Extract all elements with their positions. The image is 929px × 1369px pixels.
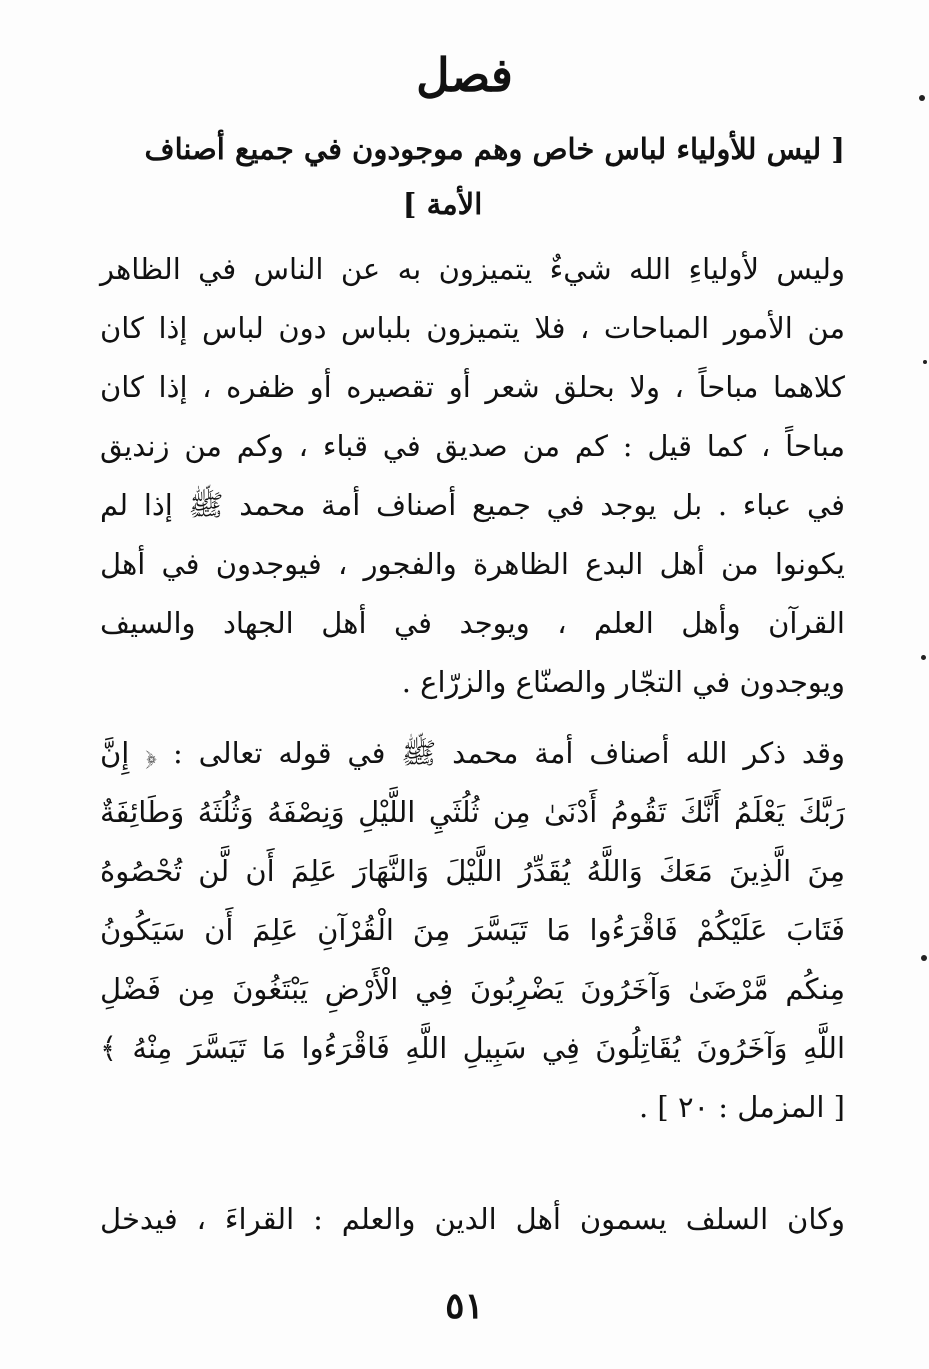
paragraph-1-line: مباحاً ، كما قيل : كم من صديق في قباء ، وكم من زنديق (100, 429, 845, 463)
section-subtitle (100, 122, 845, 232)
paragraph-2-line: مِنكُم مَّرْضَىٰ وَآخَرُونَ يَضْرِبُونَ فِي الْأَرْضِ يَبْتَغُونَ مِن فَضْلِ (100, 972, 845, 1006)
paragraph-2-quran-citation (100, 724, 845, 1137)
paragraph-2-line: [ المزمل : ٢٠ ] . (638, 1090, 845, 1124)
paragraph-1-line: يكونوا من أهل البدع الظاهرة والفجور ، فيوجدون في أهل (100, 547, 845, 581)
paragraph-2-line: مِنَ الَّذِينَ مَعَكَ وَاللَّهُ يُقَدِّرُ اللَّيْلَ وَالنَّهَارَ عَلِمَ أَن لَّن تُحْصُوهُ (100, 854, 845, 888)
paragraph-1 (100, 240, 845, 712)
paragraph-1-line: القرآن وأهل العلم ، ويوجد في أهل الجهاد والسيف (100, 606, 845, 640)
subtitle-line-2: الأمة ] (402, 187, 483, 221)
scan-speck (921, 655, 926, 660)
paragraph-3 (100, 1190, 845, 1249)
paragraph-2-line: وقد ذكر الله أصناف أمة محمد ﷺ في قوله تعالى : ﴿ إِنَّ (100, 736, 845, 770)
page-number: ٥١ (445, 1285, 484, 1327)
paragraph-3-line: وكان السلف يسمون أهل الدين والعلم : القراءَ ، فيدخل (100, 1202, 845, 1236)
subtitle-line-1: [ ليس للأولياء لباس خاص وهم موجودون في جميع أصناف (144, 132, 845, 166)
paragraph-2-line: اللَّهِ وَآخَرُونَ يُقَاتِلُونَ فِي سَبِيلِ اللَّهِ فَاقْرَءُوا مَا تَيَسَّرَ مِنْهُ ﴾ (100, 1031, 845, 1065)
paragraph-1-line: كلاهما مباحاً ، ولا بحلق شعر أو تقصيره أو ظفره ، إذا كان (100, 370, 845, 404)
scan-speck (919, 95, 925, 101)
scan-speck (923, 360, 927, 364)
paragraph-1-line: من الأمور المباحات ، فلا يتميزون بلباس دون لباس إذا كان (100, 311, 845, 345)
paragraph-2-line: فَتَابَ عَلَيْكُمْ فَاقْرَءُوا مَا تَيَسَّرَ مِنَ الْقُرْآنِ عَلِمَ أَن سَيَكُونُ (100, 913, 845, 947)
chapter-heading: فصل (416, 48, 513, 102)
paragraph-1-line: ويوجدون في التجّار والصنّاع والزرّاع . (401, 665, 845, 699)
scan-speck (921, 955, 927, 961)
paragraph-2-line: رَبَّكَ يَعْلَمُ أَنَّكَ تَقُومُ أَدْنَىٰ مِن ثُلُثَيِ اللَّيْلِ وَنِصْفَهُ وَثُلُثَهُ وَطَائِفَةٌ (100, 795, 845, 829)
paragraph-1-line: وليس لأولياءِ الله شيءٌ يتميزون به عن الناس في الظاهر (100, 252, 845, 286)
paragraph-1-line: في عباء . بل يوجد في جميع أصناف أمة محمد ﷺ إذا لم (100, 488, 845, 522)
